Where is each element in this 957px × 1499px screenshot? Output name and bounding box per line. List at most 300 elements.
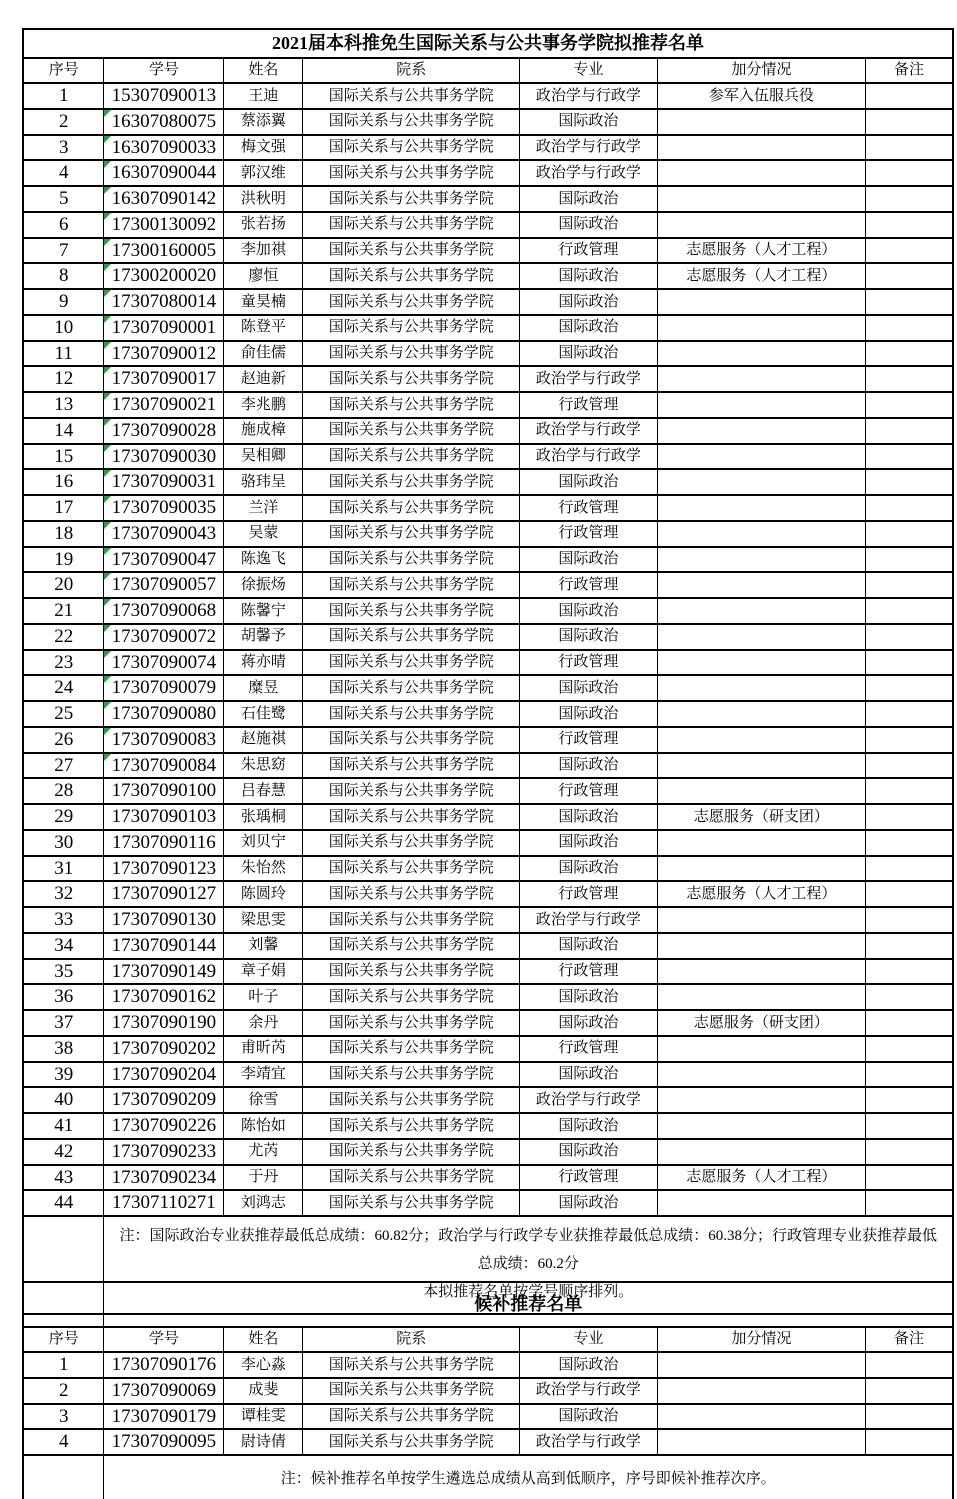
table-row bbox=[23, 83, 953, 109]
remark-cell bbox=[866, 289, 953, 315]
remark-cell bbox=[866, 778, 953, 804]
department-cell: 国际关系与公共事务学院 bbox=[303, 547, 520, 573]
table-row bbox=[23, 959, 953, 985]
bonus-cell bbox=[657, 521, 865, 547]
bonus-cell bbox=[657, 727, 865, 753]
major-cell: 政治学与行政学 bbox=[520, 1087, 658, 1113]
bonus-cell bbox=[657, 572, 865, 598]
table-row bbox=[23, 135, 953, 161]
table-row bbox=[23, 881, 953, 907]
major-cell: 政治学与行政学 bbox=[520, 83, 658, 109]
major-cell: 政治学与行政学 bbox=[520, 160, 658, 186]
name-cell: 童昊楠 bbox=[224, 289, 303, 315]
col-header-bonus: 加分情况 bbox=[657, 58, 865, 83]
remark-cell bbox=[866, 1010, 953, 1036]
table-row bbox=[23, 469, 953, 495]
name-cell: 糜昱 bbox=[224, 675, 303, 701]
major-cell: 国际政治 bbox=[520, 830, 658, 856]
table-row bbox=[23, 1190, 953, 1216]
bonus-cell bbox=[657, 778, 865, 804]
col-header-seq: 序号 bbox=[23, 1327, 104, 1352]
student-id-cell: 17307090127 bbox=[104, 881, 224, 907]
table-row bbox=[23, 160, 953, 186]
name-cell: 章子娟 bbox=[224, 959, 303, 985]
major-cell: 国际政治 bbox=[520, 856, 658, 882]
student-id-cell: 17307090021 bbox=[104, 392, 224, 418]
major-cell: 国际政治 bbox=[520, 598, 658, 624]
department-cell: 国际关系与公共事务学院 bbox=[303, 1190, 520, 1216]
name-cell: 陈圆玲 bbox=[224, 881, 303, 907]
bonus-cell bbox=[657, 160, 865, 186]
bonus-cell bbox=[657, 366, 865, 392]
bonus-cell bbox=[657, 1113, 865, 1139]
seq-cell: 41 bbox=[23, 1113, 104, 1139]
department-cell: 国际关系与公共事务学院 bbox=[303, 469, 520, 495]
department-cell: 国际关系与公共事务学院 bbox=[303, 238, 520, 264]
seq-cell: 14 bbox=[23, 418, 104, 444]
seq-cell: 22 bbox=[23, 624, 104, 650]
remark-cell bbox=[866, 1062, 953, 1088]
col-header-student-id: 学号 bbox=[104, 1327, 224, 1352]
major-cell: 国际政治 bbox=[520, 263, 658, 289]
name-cell: 洪秋明 bbox=[224, 186, 303, 212]
major-cell: 行政管理 bbox=[520, 238, 658, 264]
seq-cell: 25 bbox=[23, 701, 104, 727]
department-cell: 国际关系与公共事务学院 bbox=[303, 1139, 520, 1165]
col-header-bonus: 加分情况 bbox=[657, 1327, 865, 1352]
col-header-name: 姓名 bbox=[224, 58, 303, 83]
major-cell: 政治学与行政学 bbox=[520, 366, 658, 392]
table-row bbox=[23, 804, 953, 830]
bonus-cell bbox=[657, 341, 865, 367]
table-row bbox=[23, 572, 953, 598]
student-id-cell: 17307090233 bbox=[104, 1139, 224, 1165]
remark-cell bbox=[866, 804, 953, 830]
table-row bbox=[23, 521, 953, 547]
bonus-cell bbox=[657, 598, 865, 624]
table-row bbox=[23, 444, 953, 470]
remark-cell bbox=[866, 135, 953, 161]
major-cell: 政治学与行政学 bbox=[520, 135, 658, 161]
main-title-row bbox=[23, 29, 953, 58]
major-cell: 行政管理 bbox=[520, 727, 658, 753]
major-cell: 国际政治 bbox=[520, 289, 658, 315]
seq-cell: 28 bbox=[23, 778, 104, 804]
remark-cell bbox=[866, 933, 953, 959]
department-cell: 国际关系与公共事务学院 bbox=[303, 984, 520, 1010]
student-id-cell: 17307090095 bbox=[104, 1429, 224, 1455]
student-id-cell: 17307090144 bbox=[104, 933, 224, 959]
bonus-cell bbox=[657, 135, 865, 161]
bonus-cell: 志愿服务（研支团） bbox=[657, 804, 865, 830]
bonus-cell: 志愿服务（研支团） bbox=[657, 1010, 865, 1036]
col-header-department: 院系 bbox=[303, 58, 520, 83]
remark-cell bbox=[866, 547, 953, 573]
major-cell: 政治学与行政学 bbox=[520, 907, 658, 933]
major-cell: 行政管理 bbox=[520, 521, 658, 547]
remark-cell bbox=[866, 160, 953, 186]
student-id-cell: 17307090226 bbox=[104, 1113, 224, 1139]
seq-cell: 18 bbox=[23, 521, 104, 547]
seq-cell: 43 bbox=[23, 1165, 104, 1191]
department-cell: 国际关系与公共事务学院 bbox=[303, 1036, 520, 1062]
remark-cell bbox=[866, 598, 953, 624]
student-id-cell: 17307090130 bbox=[104, 907, 224, 933]
department-cell: 国际关系与公共事务学院 bbox=[303, 1113, 520, 1139]
table-row bbox=[23, 1139, 953, 1165]
bonus-cell bbox=[657, 984, 865, 1010]
student-id-cell: 17300160005 bbox=[104, 238, 224, 264]
seq-cell: 5 bbox=[23, 186, 104, 212]
major-cell: 国际政治 bbox=[520, 701, 658, 727]
seq-cell: 4 bbox=[23, 160, 104, 186]
name-cell: 徐雪 bbox=[224, 1087, 303, 1113]
student-id-cell: 17307090179 bbox=[104, 1404, 224, 1430]
bonus-cell bbox=[657, 469, 865, 495]
name-cell: 蔡添翼 bbox=[224, 109, 303, 135]
name-cell: 兰洋 bbox=[224, 495, 303, 521]
department-cell: 国际关系与公共事务学院 bbox=[303, 572, 520, 598]
waitlist-table-head bbox=[23, 1282, 953, 1352]
department-cell: 国际关系与公共事务学院 bbox=[303, 701, 520, 727]
table-row bbox=[23, 1352, 953, 1378]
remark-cell bbox=[866, 418, 953, 444]
name-cell: 梅文强 bbox=[224, 135, 303, 161]
name-cell: 于丹 bbox=[224, 1165, 303, 1191]
bonus-cell bbox=[657, 1378, 865, 1404]
department-cell: 国际关系与公共事务学院 bbox=[303, 804, 520, 830]
remark-cell bbox=[866, 1404, 953, 1430]
name-cell: 廖恒 bbox=[224, 263, 303, 289]
department-cell: 国际关系与公共事务学院 bbox=[303, 135, 520, 161]
major-cell: 国际政治 bbox=[520, 109, 658, 135]
major-cell: 行政管理 bbox=[520, 881, 658, 907]
remark-cell bbox=[866, 830, 953, 856]
student-id-cell: 17307090080 bbox=[104, 701, 224, 727]
department-cell: 国际关系与公共事务学院 bbox=[303, 444, 520, 470]
department-cell: 国际关系与公共事务学院 bbox=[303, 366, 520, 392]
student-id-cell: 17307090234 bbox=[104, 1165, 224, 1191]
remark-cell bbox=[866, 366, 953, 392]
remark-cell bbox=[866, 212, 953, 238]
department-cell: 国际关系与公共事务学院 bbox=[303, 753, 520, 779]
name-cell: 谭桂雯 bbox=[224, 1404, 303, 1430]
seq-cell: 11 bbox=[23, 341, 104, 367]
table-row bbox=[23, 1062, 953, 1088]
department-cell: 国际关系与公共事务学院 bbox=[303, 263, 520, 289]
remark-cell bbox=[866, 109, 953, 135]
note-line-1: 注：国际政治专业获推荐最低总成绩：60.82分；政治学与行政学专业获推荐最低总成绩：60.38分；行政管理专业获推荐最低总成绩：60.2分 bbox=[119, 1228, 937, 1273]
col-header-major: 专业 bbox=[520, 58, 658, 83]
major-cell: 政治学与行政学 bbox=[520, 1378, 658, 1404]
seq-cell: 2 bbox=[23, 109, 104, 135]
table-row bbox=[23, 624, 953, 650]
name-cell: 陈馨宁 bbox=[224, 598, 303, 624]
seq-cell: 8 bbox=[23, 263, 104, 289]
col-header-major: 专业 bbox=[520, 1327, 658, 1352]
student-id-cell: 17307090035 bbox=[104, 495, 224, 521]
major-cell: 国际政治 bbox=[520, 315, 658, 341]
seq-cell: 44 bbox=[23, 1190, 104, 1216]
department-cell: 国际关系与公共事务学院 bbox=[303, 1087, 520, 1113]
remark-cell bbox=[866, 856, 953, 882]
name-cell: 叶子 bbox=[224, 984, 303, 1010]
department-cell: 国际关系与公共事务学院 bbox=[303, 1010, 520, 1036]
major-cell: 国际政治 bbox=[520, 212, 658, 238]
seq-cell: 23 bbox=[23, 650, 104, 676]
major-cell: 行政管理 bbox=[520, 650, 658, 676]
col-header-seq: 序号 bbox=[23, 58, 104, 83]
name-cell: 赵施祺 bbox=[224, 727, 303, 753]
major-cell: 国际政治 bbox=[520, 1404, 658, 1430]
bonus-cell bbox=[657, 392, 865, 418]
main-table-title: 2021届本科推免生国际关系与公共事务学院拟推荐名单 bbox=[23, 29, 953, 58]
seq-cell: 1 bbox=[23, 83, 104, 109]
seq-cell: 6 bbox=[23, 212, 104, 238]
table-row bbox=[23, 856, 953, 882]
name-cell: 尤芮 bbox=[224, 1139, 303, 1165]
student-id-cell: 17307090012 bbox=[104, 341, 224, 367]
bonus-cell bbox=[657, 547, 865, 573]
table-row bbox=[23, 830, 953, 856]
seq-cell: 30 bbox=[23, 830, 104, 856]
name-cell: 余丹 bbox=[224, 1010, 303, 1036]
seq-cell: 12 bbox=[23, 366, 104, 392]
department-cell: 国际关系与公共事务学院 bbox=[303, 778, 520, 804]
name-cell: 甫昕芮 bbox=[224, 1036, 303, 1062]
name-cell: 刘馨 bbox=[224, 933, 303, 959]
seq-cell: 39 bbox=[23, 1062, 104, 1088]
table-row bbox=[23, 212, 953, 238]
name-cell: 蒋亦晴 bbox=[224, 650, 303, 676]
student-id-cell: 17307090202 bbox=[104, 1036, 224, 1062]
major-cell: 国际政治 bbox=[520, 341, 658, 367]
department-cell: 国际关系与公共事务学院 bbox=[303, 341, 520, 367]
table-row bbox=[23, 1010, 953, 1036]
table-row bbox=[23, 984, 953, 1010]
name-cell: 吴相卿 bbox=[224, 444, 303, 470]
remark-cell bbox=[866, 650, 953, 676]
student-id-cell: 17307090084 bbox=[104, 753, 224, 779]
bonus-cell bbox=[657, 109, 865, 135]
name-cell: 李兆鹏 bbox=[224, 392, 303, 418]
col-header-name: 姓名 bbox=[224, 1327, 303, 1352]
seq-cell: 37 bbox=[23, 1010, 104, 1036]
bonus-cell bbox=[657, 1404, 865, 1430]
bonus-cell bbox=[657, 186, 865, 212]
major-cell: 国际政治 bbox=[520, 1113, 658, 1139]
seq-cell: 20 bbox=[23, 572, 104, 598]
student-id-cell: 16307090044 bbox=[104, 160, 224, 186]
bonus-cell: 志愿服务（人才工程） bbox=[657, 1165, 865, 1191]
name-cell: 尉诗倩 bbox=[224, 1429, 303, 1455]
remark-cell bbox=[866, 1087, 953, 1113]
seq-cell: 17 bbox=[23, 495, 104, 521]
table-row bbox=[23, 933, 953, 959]
name-cell: 骆玮呈 bbox=[224, 469, 303, 495]
major-cell: 国际政治 bbox=[520, 1352, 658, 1378]
student-id-cell: 17307110271 bbox=[104, 1190, 224, 1216]
bonus-cell bbox=[657, 1036, 865, 1062]
student-id-cell: 17307080014 bbox=[104, 289, 224, 315]
seq-cell: 32 bbox=[23, 881, 104, 907]
student-id-cell: 17307090043 bbox=[104, 521, 224, 547]
note-left-empty-cell bbox=[23, 1455, 104, 1499]
bonus-cell: 志愿服务（人才工程） bbox=[657, 263, 865, 289]
table-row bbox=[23, 701, 953, 727]
name-cell: 胡馨予 bbox=[224, 624, 303, 650]
table-row bbox=[23, 495, 953, 521]
student-id-cell: 17307090204 bbox=[104, 1062, 224, 1088]
bonus-cell bbox=[657, 1139, 865, 1165]
table-row bbox=[23, 598, 953, 624]
table-row bbox=[23, 263, 953, 289]
student-id-cell: 17307090072 bbox=[104, 624, 224, 650]
seq-cell: 34 bbox=[23, 933, 104, 959]
table-row bbox=[23, 109, 953, 135]
table-row bbox=[23, 186, 953, 212]
remark-cell bbox=[866, 959, 953, 985]
bonus-cell bbox=[657, 444, 865, 470]
student-id-cell: 17307090149 bbox=[104, 959, 224, 985]
remark-cell bbox=[866, 1378, 953, 1404]
remark-cell bbox=[866, 238, 953, 264]
major-cell: 国际政治 bbox=[520, 1010, 658, 1036]
table-row bbox=[23, 778, 953, 804]
seq-cell: 42 bbox=[23, 1139, 104, 1165]
main-header-row bbox=[23, 58, 953, 83]
remark-cell bbox=[866, 624, 953, 650]
name-cell: 李加祺 bbox=[224, 238, 303, 264]
seq-cell: 9 bbox=[23, 289, 104, 315]
waitlist-note-line: 注：候补推荐名单按学生遴选总成绩从高到低顺序，序号即候补推荐次序。 bbox=[280, 1471, 776, 1488]
student-id-cell: 17307090047 bbox=[104, 547, 224, 573]
major-cell: 行政管理 bbox=[520, 1165, 658, 1191]
remark-cell bbox=[866, 881, 953, 907]
remark-cell bbox=[866, 315, 953, 341]
table-row bbox=[23, 1165, 953, 1191]
department-cell: 国际关系与公共事务学院 bbox=[303, 212, 520, 238]
table-row bbox=[23, 1113, 953, 1139]
student-id-cell: 17307090100 bbox=[104, 778, 224, 804]
remark-cell bbox=[866, 984, 953, 1010]
remark-cell bbox=[866, 1036, 953, 1062]
department-cell: 国际关系与公共事务学院 bbox=[303, 83, 520, 109]
department-cell: 国际关系与公共事务学院 bbox=[303, 727, 520, 753]
bonus-cell: 志愿服务（人才工程） bbox=[657, 881, 865, 907]
department-cell: 国际关系与公共事务学院 bbox=[303, 521, 520, 547]
department-cell: 国际关系与公共事务学院 bbox=[303, 933, 520, 959]
name-cell: 张瑀桐 bbox=[224, 804, 303, 830]
col-header-remark: 备注 bbox=[866, 58, 953, 83]
student-id-cell: 17307090017 bbox=[104, 366, 224, 392]
recommendation-table bbox=[22, 28, 954, 1315]
seq-cell: 3 bbox=[23, 135, 104, 161]
major-cell: 国际政治 bbox=[520, 984, 658, 1010]
seq-cell: 3 bbox=[23, 1404, 104, 1430]
student-id-cell: 16307080075 bbox=[104, 109, 224, 135]
waitlist-table-title: 候补推荐名单 bbox=[104, 1282, 953, 1327]
bonus-cell bbox=[657, 1352, 865, 1378]
bonus-cell bbox=[657, 753, 865, 779]
major-cell: 国际政治 bbox=[520, 1062, 658, 1088]
student-id-cell: 17307090190 bbox=[104, 1010, 224, 1036]
table-row bbox=[23, 907, 953, 933]
seq-cell: 27 bbox=[23, 753, 104, 779]
student-id-cell: 17307090030 bbox=[104, 444, 224, 470]
waitlist-note-row bbox=[23, 1455, 953, 1499]
department-cell: 国际关系与公共事务学院 bbox=[303, 1404, 520, 1430]
remark-cell bbox=[866, 753, 953, 779]
remark-cell bbox=[866, 1113, 953, 1139]
department-cell: 国际关系与公共事务学院 bbox=[303, 624, 520, 650]
table-row bbox=[23, 650, 953, 676]
remark-cell bbox=[866, 1190, 953, 1216]
bonus-cell bbox=[657, 650, 865, 676]
name-cell: 王迪 bbox=[224, 83, 303, 109]
bonus-cell bbox=[657, 933, 865, 959]
table-row bbox=[23, 1404, 953, 1430]
student-id-cell: 17307090103 bbox=[104, 804, 224, 830]
name-cell: 赵迪新 bbox=[224, 366, 303, 392]
table-row bbox=[23, 727, 953, 753]
student-id-cell: 17307090001 bbox=[104, 315, 224, 341]
name-cell: 刘贝宁 bbox=[224, 830, 303, 856]
student-id-cell: 17307090209 bbox=[104, 1087, 224, 1113]
name-cell: 俞佳儒 bbox=[224, 341, 303, 367]
remark-cell bbox=[866, 469, 953, 495]
department-cell: 国际关系与公共事务学院 bbox=[303, 495, 520, 521]
major-cell: 国际政治 bbox=[520, 675, 658, 701]
table-row bbox=[23, 547, 953, 573]
student-id-cell: 17307090031 bbox=[104, 469, 224, 495]
name-cell: 施成樟 bbox=[224, 418, 303, 444]
seq-cell: 21 bbox=[23, 598, 104, 624]
remark-cell bbox=[866, 392, 953, 418]
name-cell: 朱怡然 bbox=[224, 856, 303, 882]
main-table-body bbox=[23, 83, 953, 1216]
major-cell: 国际政治 bbox=[520, 804, 658, 830]
name-cell: 刘鸿志 bbox=[224, 1190, 303, 1216]
department-cell: 国际关系与公共事务学院 bbox=[303, 289, 520, 315]
bonus-cell bbox=[657, 830, 865, 856]
department-cell: 国际关系与公共事务学院 bbox=[303, 959, 520, 985]
remark-cell bbox=[866, 727, 953, 753]
name-cell: 吕春慧 bbox=[224, 778, 303, 804]
major-cell: 行政管理 bbox=[520, 959, 658, 985]
table-row bbox=[23, 289, 953, 315]
waitlist-table-note bbox=[104, 1455, 953, 1499]
bonus-cell bbox=[657, 1429, 865, 1455]
department-cell: 国际关系与公共事务学院 bbox=[303, 186, 520, 212]
department-cell: 国际关系与公共事务学院 bbox=[303, 1378, 520, 1404]
remark-cell bbox=[866, 572, 953, 598]
department-cell: 国际关系与公共事务学院 bbox=[303, 1165, 520, 1191]
bonus-cell bbox=[657, 1087, 865, 1113]
bonus-cell bbox=[657, 701, 865, 727]
major-cell: 政治学与行政学 bbox=[520, 418, 658, 444]
name-cell: 李心淼 bbox=[224, 1352, 303, 1378]
remark-cell bbox=[866, 186, 953, 212]
remark-cell bbox=[866, 675, 953, 701]
bonus-cell bbox=[657, 315, 865, 341]
remark-cell bbox=[866, 341, 953, 367]
bonus-cell bbox=[657, 907, 865, 933]
department-cell: 国际关系与公共事务学院 bbox=[303, 1352, 520, 1378]
department-cell: 国际关系与公共事务学院 bbox=[303, 907, 520, 933]
bonus-cell bbox=[657, 1190, 865, 1216]
name-cell: 陈逸飞 bbox=[224, 547, 303, 573]
